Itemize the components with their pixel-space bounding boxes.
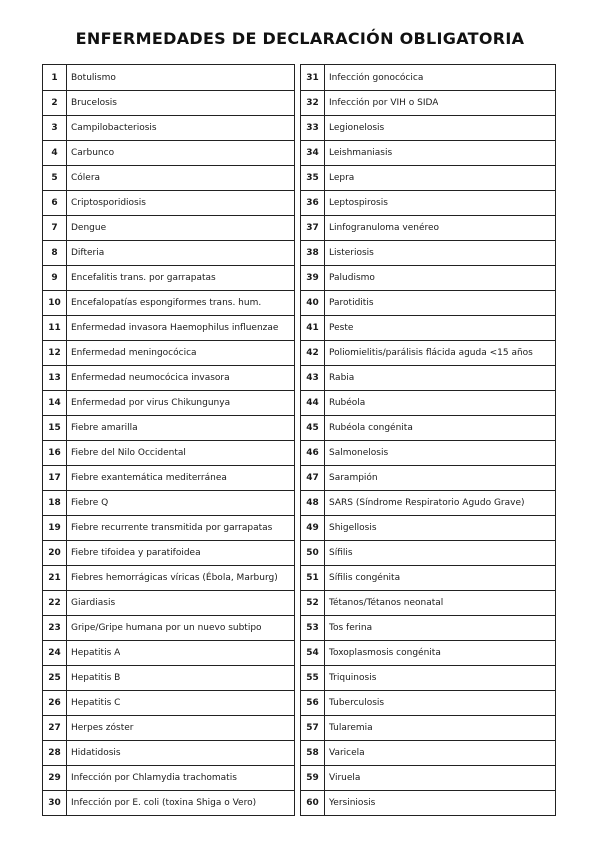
row-number: 60 [301,791,325,815]
table-row [43,290,294,315]
row-number: 6 [43,191,67,215]
table-row [43,540,294,565]
row-number: 5 [43,166,67,190]
row-number: 47 [301,466,325,490]
row-number: 44 [301,391,325,415]
disease-name: Difteria [71,248,105,258]
row-number: 13 [43,366,67,390]
row-number: 11 [43,316,67,340]
disease-name: Encefalitis trans. por garrapatas [71,273,216,283]
table-row [301,665,555,690]
disease-name: Listeriosis [329,248,374,258]
row-number: 7 [43,216,67,240]
table-row [43,665,294,690]
row-number: 53 [301,616,325,640]
row-number: 25 [43,666,67,690]
table-row [301,465,555,490]
row-number: 52 [301,591,325,615]
disease-name: Enfermedad meningocócica [71,348,197,358]
disease-name: Criptosporidiosis [71,198,146,208]
row-number: 24 [43,641,67,665]
table-row [43,465,294,490]
disease-name: Sífilis [329,548,353,558]
table-row [43,440,294,465]
disease-name: Tétanos/Tétanos neonatal [329,598,444,608]
table-row [301,65,555,90]
row-number: 50 [301,541,325,565]
table-row [301,690,555,715]
row-number: 27 [43,716,67,740]
disease-name: Fiebre exantemática mediterránea [71,473,227,483]
disease-name: Botulismo [71,72,116,83]
disease-name: Campilobacteriosis [71,123,157,133]
disease-name: Tularemia [329,723,373,733]
row-number: 8 [43,241,67,265]
row-number: 40 [301,291,325,315]
table-row [43,365,294,390]
left-column [42,64,295,816]
table-row [43,390,294,415]
row-number: 18 [43,491,67,515]
right-column [300,64,556,816]
table-row [301,615,555,640]
table-row [301,740,555,765]
disease-name: SARS (Síndrome Respiratorio Agudo Grave) [329,498,525,508]
disease-name: Enfermedad por virus Chikungunya [71,398,231,408]
row-number: 22 [43,591,67,615]
row-number: 2 [43,91,67,115]
table-row [301,115,555,140]
disease-name: Hepatitis B [71,673,121,683]
disease-name: Lepra [329,173,355,183]
row-number: 20 [43,541,67,565]
row-number: 49 [301,516,325,540]
row-number: 46 [301,441,325,465]
table-row [301,515,555,540]
disease-name: Fiebre recurrente transmitida por garrapatas [71,523,273,533]
table-row [43,415,294,440]
disease-name: Toxoplasmosis congénita [329,648,441,658]
table-row [43,140,294,165]
disease-name: Enfermedad invasora Haemophilus influenzae [71,323,279,333]
row-number: 41 [301,316,325,340]
table-row [301,340,555,365]
table-row [301,365,555,390]
disease-name: Sarampión [329,473,378,483]
row-number: 43 [301,366,325,390]
disease-name: Infección gonocócica [329,72,424,83]
row-number: 19 [43,516,67,540]
table-row [43,115,294,140]
table-row [43,340,294,365]
table-row [301,540,555,565]
table-row [301,140,555,165]
disease-name: Sífilis congénita [329,573,401,583]
row-number: 23 [43,616,67,640]
table-row [43,165,294,190]
disease-table [42,64,556,816]
table-row [43,490,294,515]
table-row [43,790,294,815]
disease-name: Dengue [71,223,107,233]
table-row [43,240,294,265]
row-number: 48 [301,491,325,515]
table-row [301,590,555,615]
row-number: 39 [301,266,325,290]
disease-name: Poliomielitis/parálisis flácida aguda <15 años [329,348,533,358]
table-row [43,715,294,740]
disease-name: Encefalopatías espongiformes trans. hum. [71,298,262,308]
disease-name: Enfermedad neumocócica invasora [71,373,230,383]
row-number: 32 [301,91,325,115]
disease-name: Leishmaniasis [329,148,393,158]
disease-name: Hidatidosis [71,748,121,758]
table-row [301,165,555,190]
row-number: 51 [301,566,325,590]
table-row [43,615,294,640]
row-number: 21 [43,566,67,590]
table-row [301,490,555,515]
table-row [301,90,555,115]
table-row [43,215,294,240]
disease-name: Brucelosis [71,98,117,108]
table-row [43,265,294,290]
disease-name: Parotiditis [329,298,374,308]
row-number: 37 [301,216,325,240]
row-number: 14 [43,391,67,415]
row-number: 29 [43,766,67,790]
disease-name: Infección por Chlamydia trachomatis [71,773,237,783]
row-number: 12 [43,341,67,365]
row-number: 54 [301,641,325,665]
disease-name: Tuberculosis [329,698,385,708]
row-number: 36 [301,191,325,215]
disease-name: Carbunco [71,148,115,158]
table-row [43,90,294,115]
row-number: 56 [301,691,325,715]
disease-name: Tos ferina [329,623,373,633]
table-row [301,215,555,240]
table-row [43,640,294,665]
disease-name: Herpes zóster [71,723,134,733]
table-row [301,715,555,740]
row-number: 35 [301,166,325,190]
table-row [301,565,555,590]
row-number: 30 [43,791,67,815]
table-row [301,440,555,465]
disease-name: Triquinosis [329,673,377,683]
disease-name: Shigellosis [329,523,377,533]
disease-name: Yersiniosis [329,798,376,808]
table-row [301,390,555,415]
row-number: 34 [301,141,325,165]
disease-name: Fiebre del Nilo Occidental [71,448,186,458]
disease-name: Fiebre tifoidea y paratifoidea [71,548,201,558]
disease-name: Hepatitis C [71,698,121,708]
page-title: ENFERMEDADES DE DECLARACIÓN OBLIGATORIA [75,29,525,48]
row-number: 58 [301,741,325,765]
disease-name: Fiebre amarilla [71,423,138,433]
row-number: 59 [301,766,325,790]
row-number: 26 [43,691,67,715]
row-number: 1 [43,65,67,90]
disease-name: Infección por VIH o SIDA [329,98,439,108]
disease-name: Rubéola congénita [329,423,413,433]
row-number: 57 [301,716,325,740]
disease-name: Legionelosis [329,123,385,133]
disease-name: Hepatitis A [71,648,121,658]
disease-name: Giardiasis [71,598,116,608]
disease-name: Viruela [329,773,361,783]
table-row [301,640,555,665]
disease-name: Peste [329,323,354,333]
table-row [43,190,294,215]
table-row [301,265,555,290]
table-row [43,515,294,540]
disease-name: Paludismo [329,273,375,283]
table-row [43,590,294,615]
disease-name: Leptospirosis [329,198,388,208]
row-number: 38 [301,241,325,265]
table-row [43,690,294,715]
row-number: 31 [301,65,325,90]
table-row [301,790,555,815]
row-number: 42 [301,341,325,365]
row-number: 4 [43,141,67,165]
row-number: 45 [301,416,325,440]
disease-name: Salmonelosis [329,448,389,458]
table-row [301,290,555,315]
table-row [43,565,294,590]
row-number: 3 [43,116,67,140]
disease-name: Infección por E. coli (toxina Shiga o Vero) [71,798,257,808]
row-number: 10 [43,291,67,315]
disease-name: Rubéola [329,398,366,408]
table-row [301,415,555,440]
row-number: 9 [43,266,67,290]
table-row [43,765,294,790]
disease-name: Linfogranuloma venéreo [329,223,440,233]
table-row [301,240,555,265]
row-number: 33 [301,116,325,140]
table-row [301,190,555,215]
disease-name: Fiebre Q [71,498,109,508]
disease-name: Fiebres hemorrágicas víricas (Ébola, Marburg) [71,573,278,583]
row-number: 28 [43,741,67,765]
row-number: 17 [43,466,67,490]
disease-name: Varicela [329,748,365,758]
table-row [301,315,555,340]
table-row [301,765,555,790]
table-row [43,315,294,340]
row-number: 55 [301,666,325,690]
disease-name: Cólera [71,173,101,183]
table-row [43,740,294,765]
row-number: 16 [43,441,67,465]
disease-name: Rabia [329,373,355,383]
disease-name: Gripe/Gripe humana por un nuevo subtipo [71,623,262,633]
table-row [43,65,294,90]
row-number: 15 [43,416,67,440]
